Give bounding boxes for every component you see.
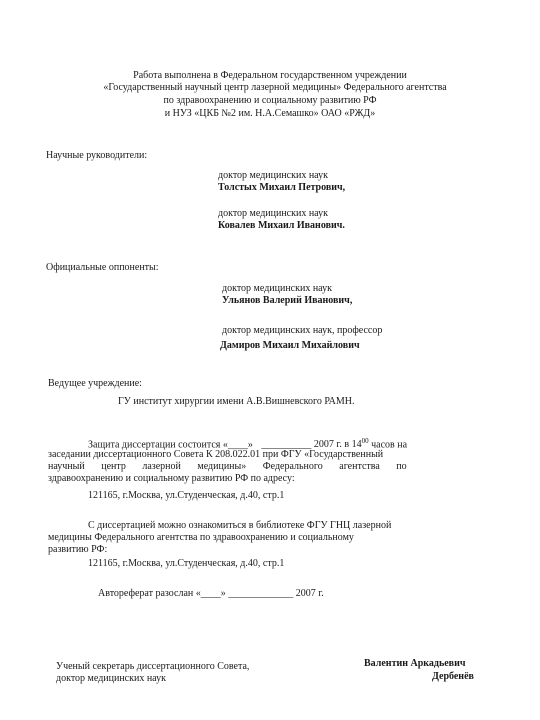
secretary-title-line-2: доктор медицинских наук	[56, 673, 166, 684]
supervisor-2-degree: доктор медицинских наук	[218, 208, 328, 219]
defense-year-text: __________ 2007 г. в 14	[261, 439, 362, 451]
opponent-1-degree: доктор медицинских наук	[222, 283, 332, 294]
header-line-3: по здравоохранению и социальному развитию РФ	[163, 95, 377, 106]
header-line-1: Работа выполнена в Федеральном государственном учреждении	[133, 70, 407, 81]
defense-line-2: заседании диссертационного Совета К 208.022.01 при ФГУ «Государственный	[48, 449, 384, 460]
supervisor-1-name: Толстых Михаил Петрович,	[218, 182, 346, 193]
defense-line-4: здравоохранению и социальному развитию РФ по адресу:	[48, 473, 295, 484]
secretary-name-line-1: Валентин Аркадьевич	[364, 658, 466, 669]
opponent-2-degree: доктор медицинских наук, профессор	[222, 325, 383, 336]
defense-time-text: часов на	[368, 439, 408, 451]
defense-hour-superscript: 00	[361, 437, 369, 445]
defense-line-3: научный центр лазерной медицины» Федерального агентства по	[48, 461, 407, 472]
lead-institution-heading: Ведущее учреждение:	[48, 378, 142, 389]
secretary-name-line-2: Дербенёв	[432, 671, 474, 682]
library-line-1: С диссертацией можно ознакомиться в библиотеке ФГУ ГНЦ лазерной	[88, 520, 392, 531]
opponents-heading: Официальные оппоненты:	[46, 262, 159, 273]
opponent-1-name: Ульянов Валерий Иванович,	[222, 295, 353, 306]
supervisors-heading: Научные руководители:	[46, 150, 148, 161]
defense-address: 121165, г.Москва, ул.Студенческая, д.40, стр.1	[88, 490, 285, 501]
lead-institution-text: ГУ институт хирургии имени А.В.Вишневского РАМН.	[118, 396, 355, 407]
library-address: 121165, г.Москва, ул.Студенческая, д.40, стр.1	[88, 558, 285, 569]
library-line-3: развитию РФ:	[48, 544, 108, 555]
secretary-title-line-1: Ученый секретарь диссертационного Совета,	[56, 661, 250, 672]
supervisor-2-name: Ковалев Михаил Иванович.	[218, 220, 345, 231]
library-line-2: медицины Федерального агентства по здравоохранению и социальному	[48, 532, 354, 543]
defense-date-text: Защита диссертации состоится «____»	[88, 439, 253, 451]
header-line-4: и НУЗ «ЦКБ №2 им. Н.А.Семашко» ОАО «РЖД»	[164, 108, 376, 119]
opponent-2-name: Дамиров Михаил Михайлович	[220, 340, 360, 351]
header-line-2: «Государственный научный центр лазерной медицины» Федерального агентства	[103, 82, 447, 93]
abstract-sent-line: Автореферат разослан «____» _____________ 2007 г.	[98, 588, 324, 599]
supervisor-1-degree: доктор медицинских наук	[218, 170, 328, 181]
